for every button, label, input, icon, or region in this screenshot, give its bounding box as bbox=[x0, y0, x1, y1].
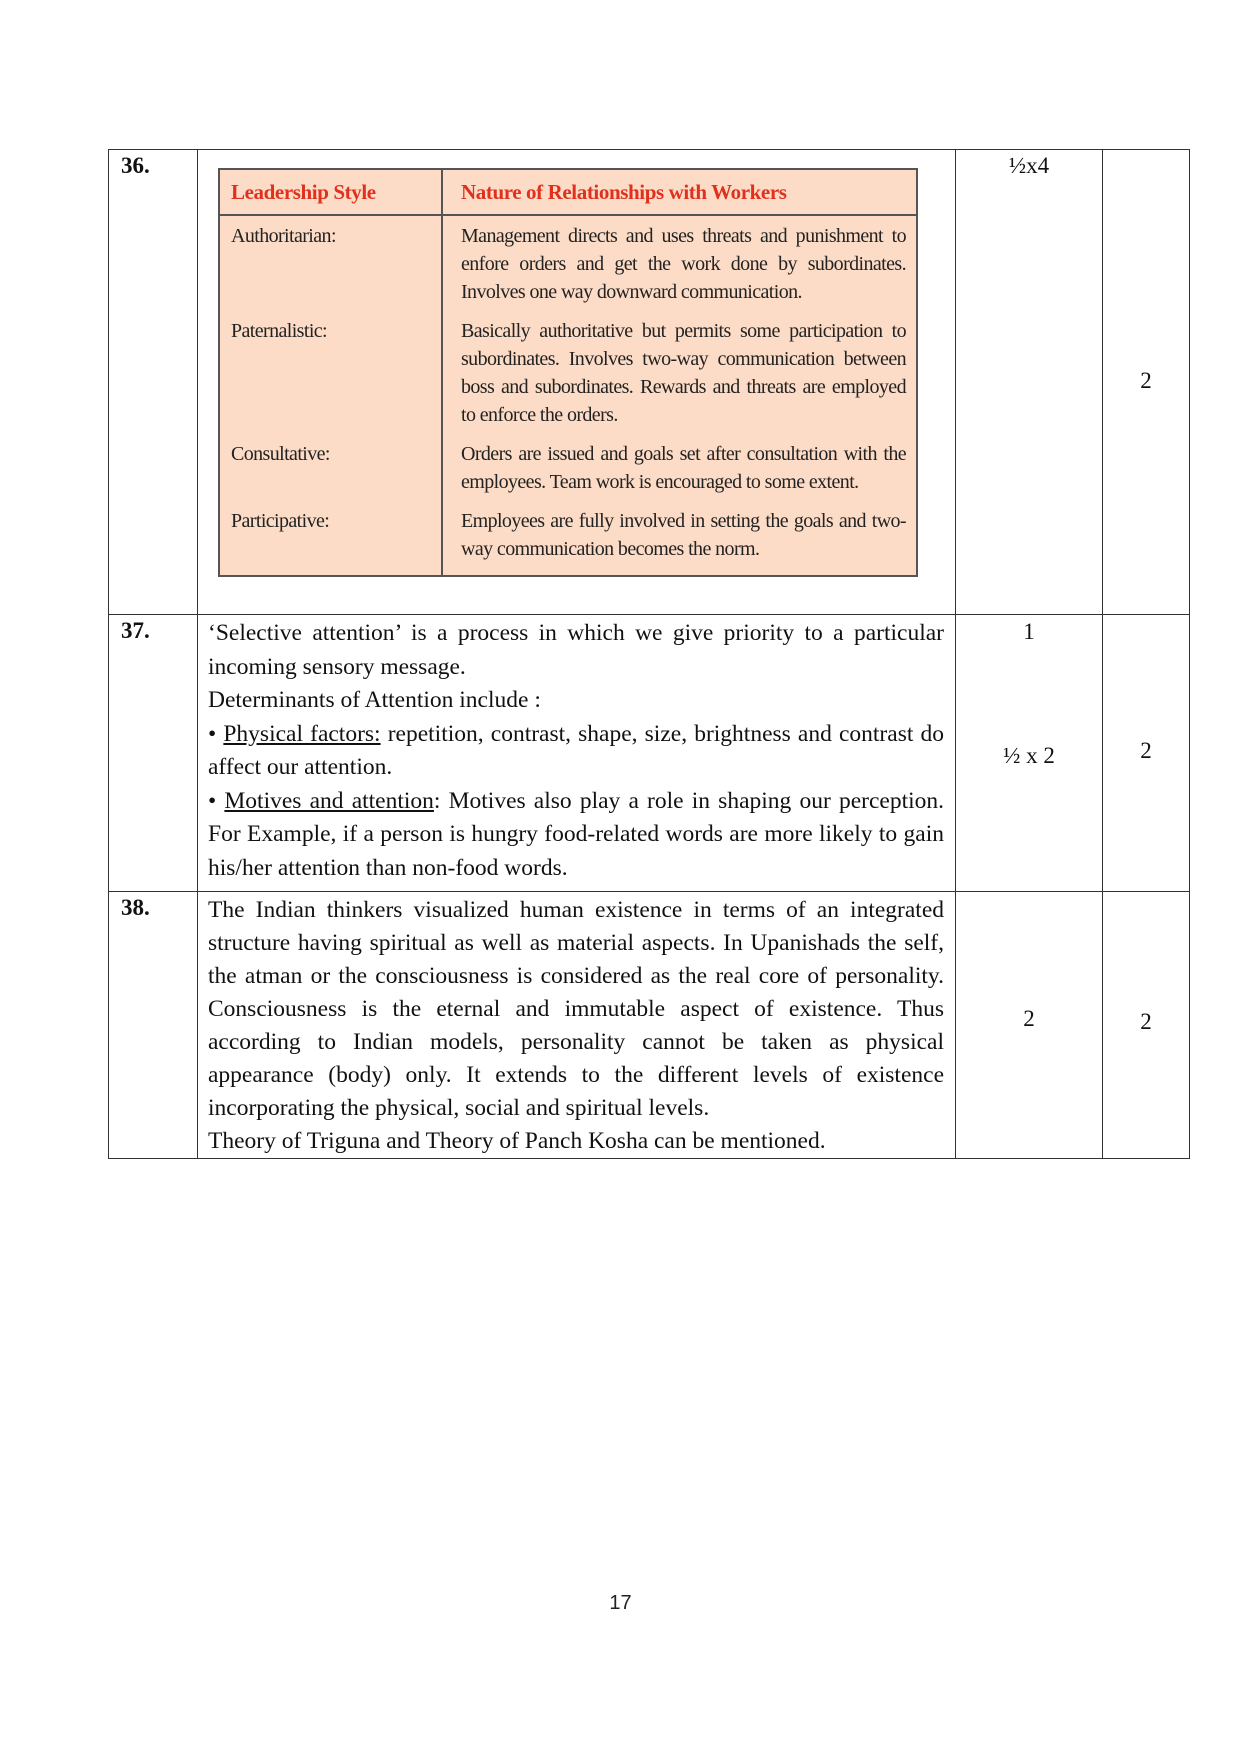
bullet-physical-factors bbox=[208, 718, 944, 785]
question-row-36 bbox=[109, 150, 1190, 615]
answer-cell bbox=[198, 150, 956, 615]
leadership-style-label: Consultative: bbox=[220, 440, 443, 507]
answer-cell bbox=[198, 615, 956, 892]
question-row-37 bbox=[109, 615, 1190, 892]
split-marks: ½ x 2 bbox=[1003, 743, 1055, 768]
total-marks-cell bbox=[1103, 615, 1190, 892]
question-number: 37. bbox=[121, 618, 150, 643]
question-number-cell bbox=[109, 615, 198, 892]
page-number: 17 bbox=[609, 1592, 632, 1614]
leadership-style-label: Authoritarian: bbox=[220, 216, 443, 317]
bullet-text: repetition, contrast, shape, size, brightness and contrast do affect our attention. bbox=[208, 720, 944, 780]
relationship-description: Employees are fully involved in setting the goals and two-way communication becomes the norm. bbox=[461, 510, 906, 560]
total-marks: 2 bbox=[1140, 738, 1152, 763]
split-marks-cell bbox=[956, 892, 1103, 1159]
answer-text bbox=[198, 892, 955, 1158]
relationship-description: Management directs and uses threats and punishment to enfore orders and get the work done by subordinates. Involves one way downward communication. bbox=[461, 225, 906, 303]
total-marks: 2 bbox=[1140, 368, 1152, 393]
answer-paragraph: Determinants of Attention include : bbox=[208, 687, 541, 713]
leadership-row-paternalistic bbox=[220, 317, 916, 440]
answer-paragraph: The Indian thinkers visualized human existence in terms of an integrated structure having spiritual as well as material aspects. In Upanishads the self, the atman or the consciousness is considered as the real core of personality. Consciousness is the eternal and immutable aspect of existence. Thus according to Indian models, personality cannot be taken as physical appearance (body) only. It extends to the different levels of existence incorporating the physical, social and spiritual levels. bbox=[208, 897, 944, 1121]
leadership-table-body bbox=[220, 216, 916, 575]
answer-paragraph: ‘Selective attention’ is a process in which we give priority to a particular incoming sensory message. bbox=[208, 620, 944, 680]
header-leadership-style: Leadership Style bbox=[220, 170, 443, 214]
question-number: 36. bbox=[121, 153, 150, 178]
bullet-marker: • bbox=[208, 787, 225, 814]
bullet-motives-attention bbox=[208, 785, 944, 886]
relationship-description: Orders are issued and goals set after consultation with the employees. Team work is encouraged to some extent. bbox=[461, 443, 906, 493]
split-marks-cell bbox=[956, 615, 1103, 892]
split-marks: ½x4 bbox=[1008, 153, 1050, 178]
bullet-marker: • bbox=[208, 720, 224, 747]
split-marks: 2 bbox=[1023, 1006, 1035, 1031]
leadership-row-authoritarian bbox=[220, 216, 916, 317]
leadership-style-table bbox=[218, 168, 918, 577]
leadership-style-label: Participative: bbox=[220, 507, 443, 575]
leadership-row-participative bbox=[220, 507, 916, 575]
answer-paragraph: Theory of Triguna and Theory of Panch Kosha can be mentioned. bbox=[208, 1128, 826, 1154]
header-nature-of-relationships: Nature of Relationships with Workers bbox=[461, 180, 787, 204]
question-number: 38. bbox=[121, 895, 150, 920]
leadership-row-consultative bbox=[220, 440, 916, 507]
total-marks: 2 bbox=[1140, 1009, 1152, 1034]
marking-scheme-table bbox=[108, 149, 1190, 1159]
split-marks: 1 bbox=[1023, 619, 1035, 644]
leadership-style-label: Paternalistic: bbox=[220, 317, 443, 440]
split-marks-cell bbox=[956, 150, 1103, 615]
question-row-38 bbox=[109, 892, 1190, 1159]
leadership-table-header bbox=[220, 170, 916, 216]
bullet-term: Physical factors: bbox=[223, 720, 381, 747]
question-number-cell bbox=[109, 892, 198, 1159]
question-number-cell bbox=[109, 150, 198, 615]
total-marks-cell bbox=[1103, 892, 1190, 1159]
relationship-description: Basically authoritative but permits some participation to subordinates. Involves two-way communication between boss and subordinates. Rewards and threats are employed to enforce the orders. bbox=[461, 320, 906, 426]
total-marks-cell bbox=[1103, 150, 1190, 615]
bullet-text: : Motives also play a role in shaping our perception. For Example, if a person is hungry food-related words are more likely to gain his/her attention than non-food words. bbox=[208, 787, 944, 881]
bullet-term: Motives and attention bbox=[224, 787, 434, 814]
answer-cell bbox=[198, 892, 956, 1159]
answer-text bbox=[198, 615, 955, 885]
